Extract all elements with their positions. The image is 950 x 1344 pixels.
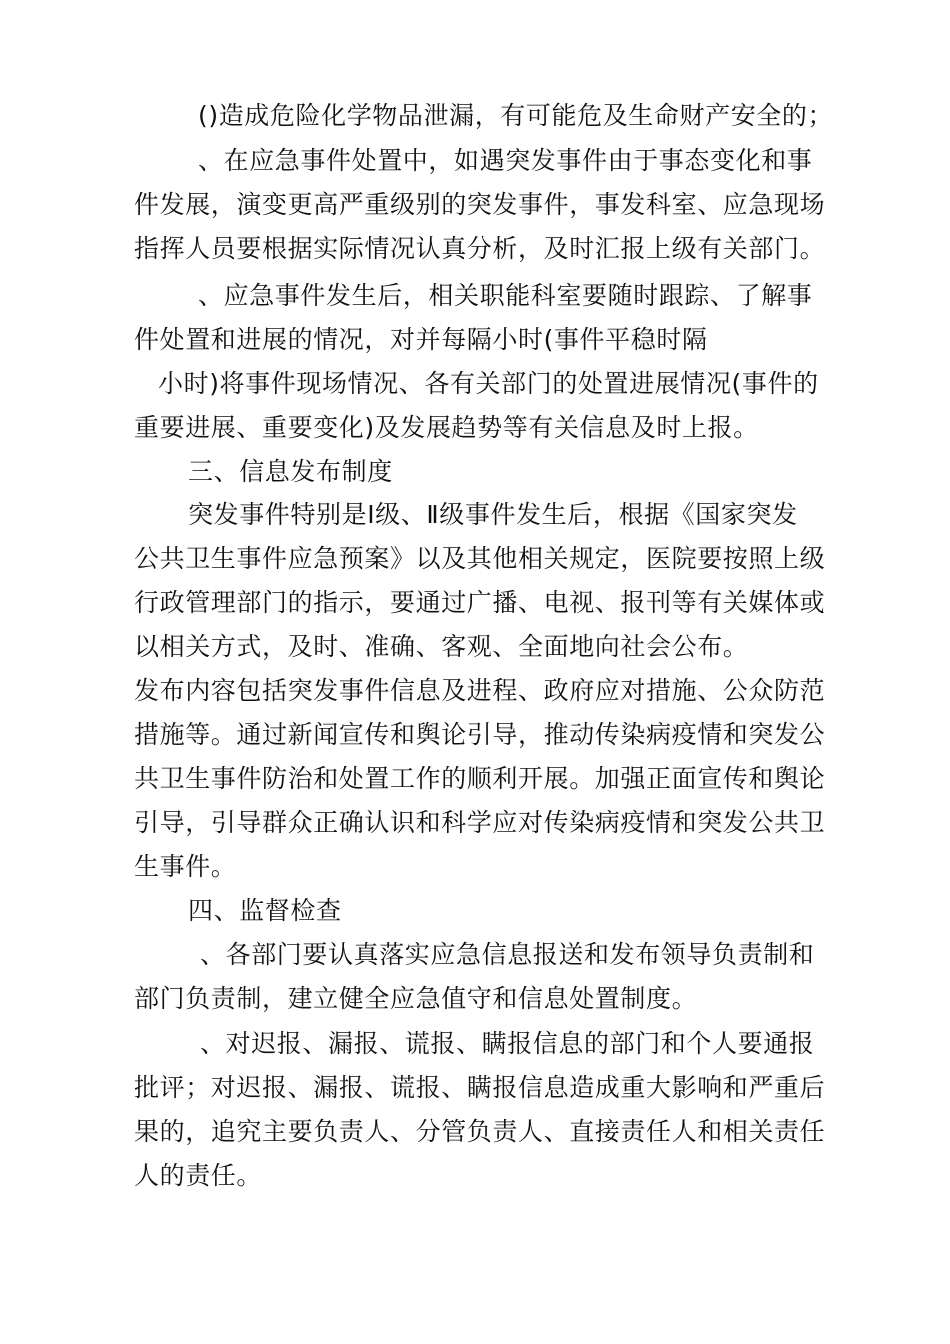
text-line: 发布内容包括突发事件信息及进程、政府应对措施、公众防范 bbox=[134, 676, 826, 705]
text-line: 果的，追究主要负责人、分管负责人、直接责任人和相关责任 bbox=[134, 1117, 826, 1146]
text-line: 部门负责制，建立健全应急值守和信息处置制度。 bbox=[134, 984, 698, 1013]
text-line: 、对迟报、漏报、谎报、瞒报信息的部门和个人要通报 bbox=[200, 1029, 815, 1058]
text-line: 、在应急事件处置中，如遇突发事件由于事态变化和事 bbox=[198, 146, 813, 175]
text-line: 措施等。通过新闻宣传和舆论引导，推动传染病疫情和突发公 bbox=[134, 720, 826, 749]
text-line: 、各部门要认真落实应急信息报送和发布领导负责制和 bbox=[200, 940, 815, 969]
text-line: 重要进展、重要变化)及发展趋势等有关信息及时上报。 bbox=[134, 413, 759, 442]
text-line: 公共卫生事件应急预案》以及其他相关规定，医院要按照上级 bbox=[134, 544, 826, 573]
text-line: ()造成危险化学物品泄漏，有可能危及生命财产安全的； bbox=[198, 101, 834, 130]
text-line: 件发展，演变更高严重级别的突发事件，事发科室、应急现场 bbox=[134, 190, 826, 219]
text-line: 件处置和进展的情况，对并每隔小时(事件平稳时隔 bbox=[134, 325, 708, 354]
text-line: 人的责任。 bbox=[134, 1161, 263, 1190]
text-line: 引导，引导群众正确认识和科学应对传染病疫情和突发公共卫 bbox=[134, 808, 826, 837]
text-line: 、应急事件发生后，相关职能科室要随时跟踪、了解事 bbox=[198, 281, 813, 310]
section-heading: 三、信息发布制度 bbox=[188, 457, 393, 486]
text-line: 共卫生事件防治和处置工作的顺利开展。加强正面宣传和舆论 bbox=[134, 764, 826, 793]
text-line: 以相关方式，及时、准确、客观、全面地向社会公布。 bbox=[134, 632, 749, 661]
text-line: 小时)将事件现场情况、各有关部门的处置进展情况(事件的 bbox=[158, 369, 819, 398]
text-line: 行政管理部门的指示，要通过广播、电视、报刊等有关媒体或 bbox=[134, 588, 826, 617]
text-line: 生事件。 bbox=[134, 852, 237, 881]
text-line: 批评；对迟报、漏报、谎报、瞒报信息造成重大影响和严重后 bbox=[134, 1073, 826, 1102]
section-heading: 四、监督检查 bbox=[188, 896, 342, 925]
text-line: 突发事件特别是Ⅰ级、Ⅱ级事件发生后，根据《国家突发 bbox=[188, 500, 798, 529]
text-line: 指挥人员要根据实际情况认真分析，及时汇报上级有关部门。 bbox=[134, 234, 826, 263]
